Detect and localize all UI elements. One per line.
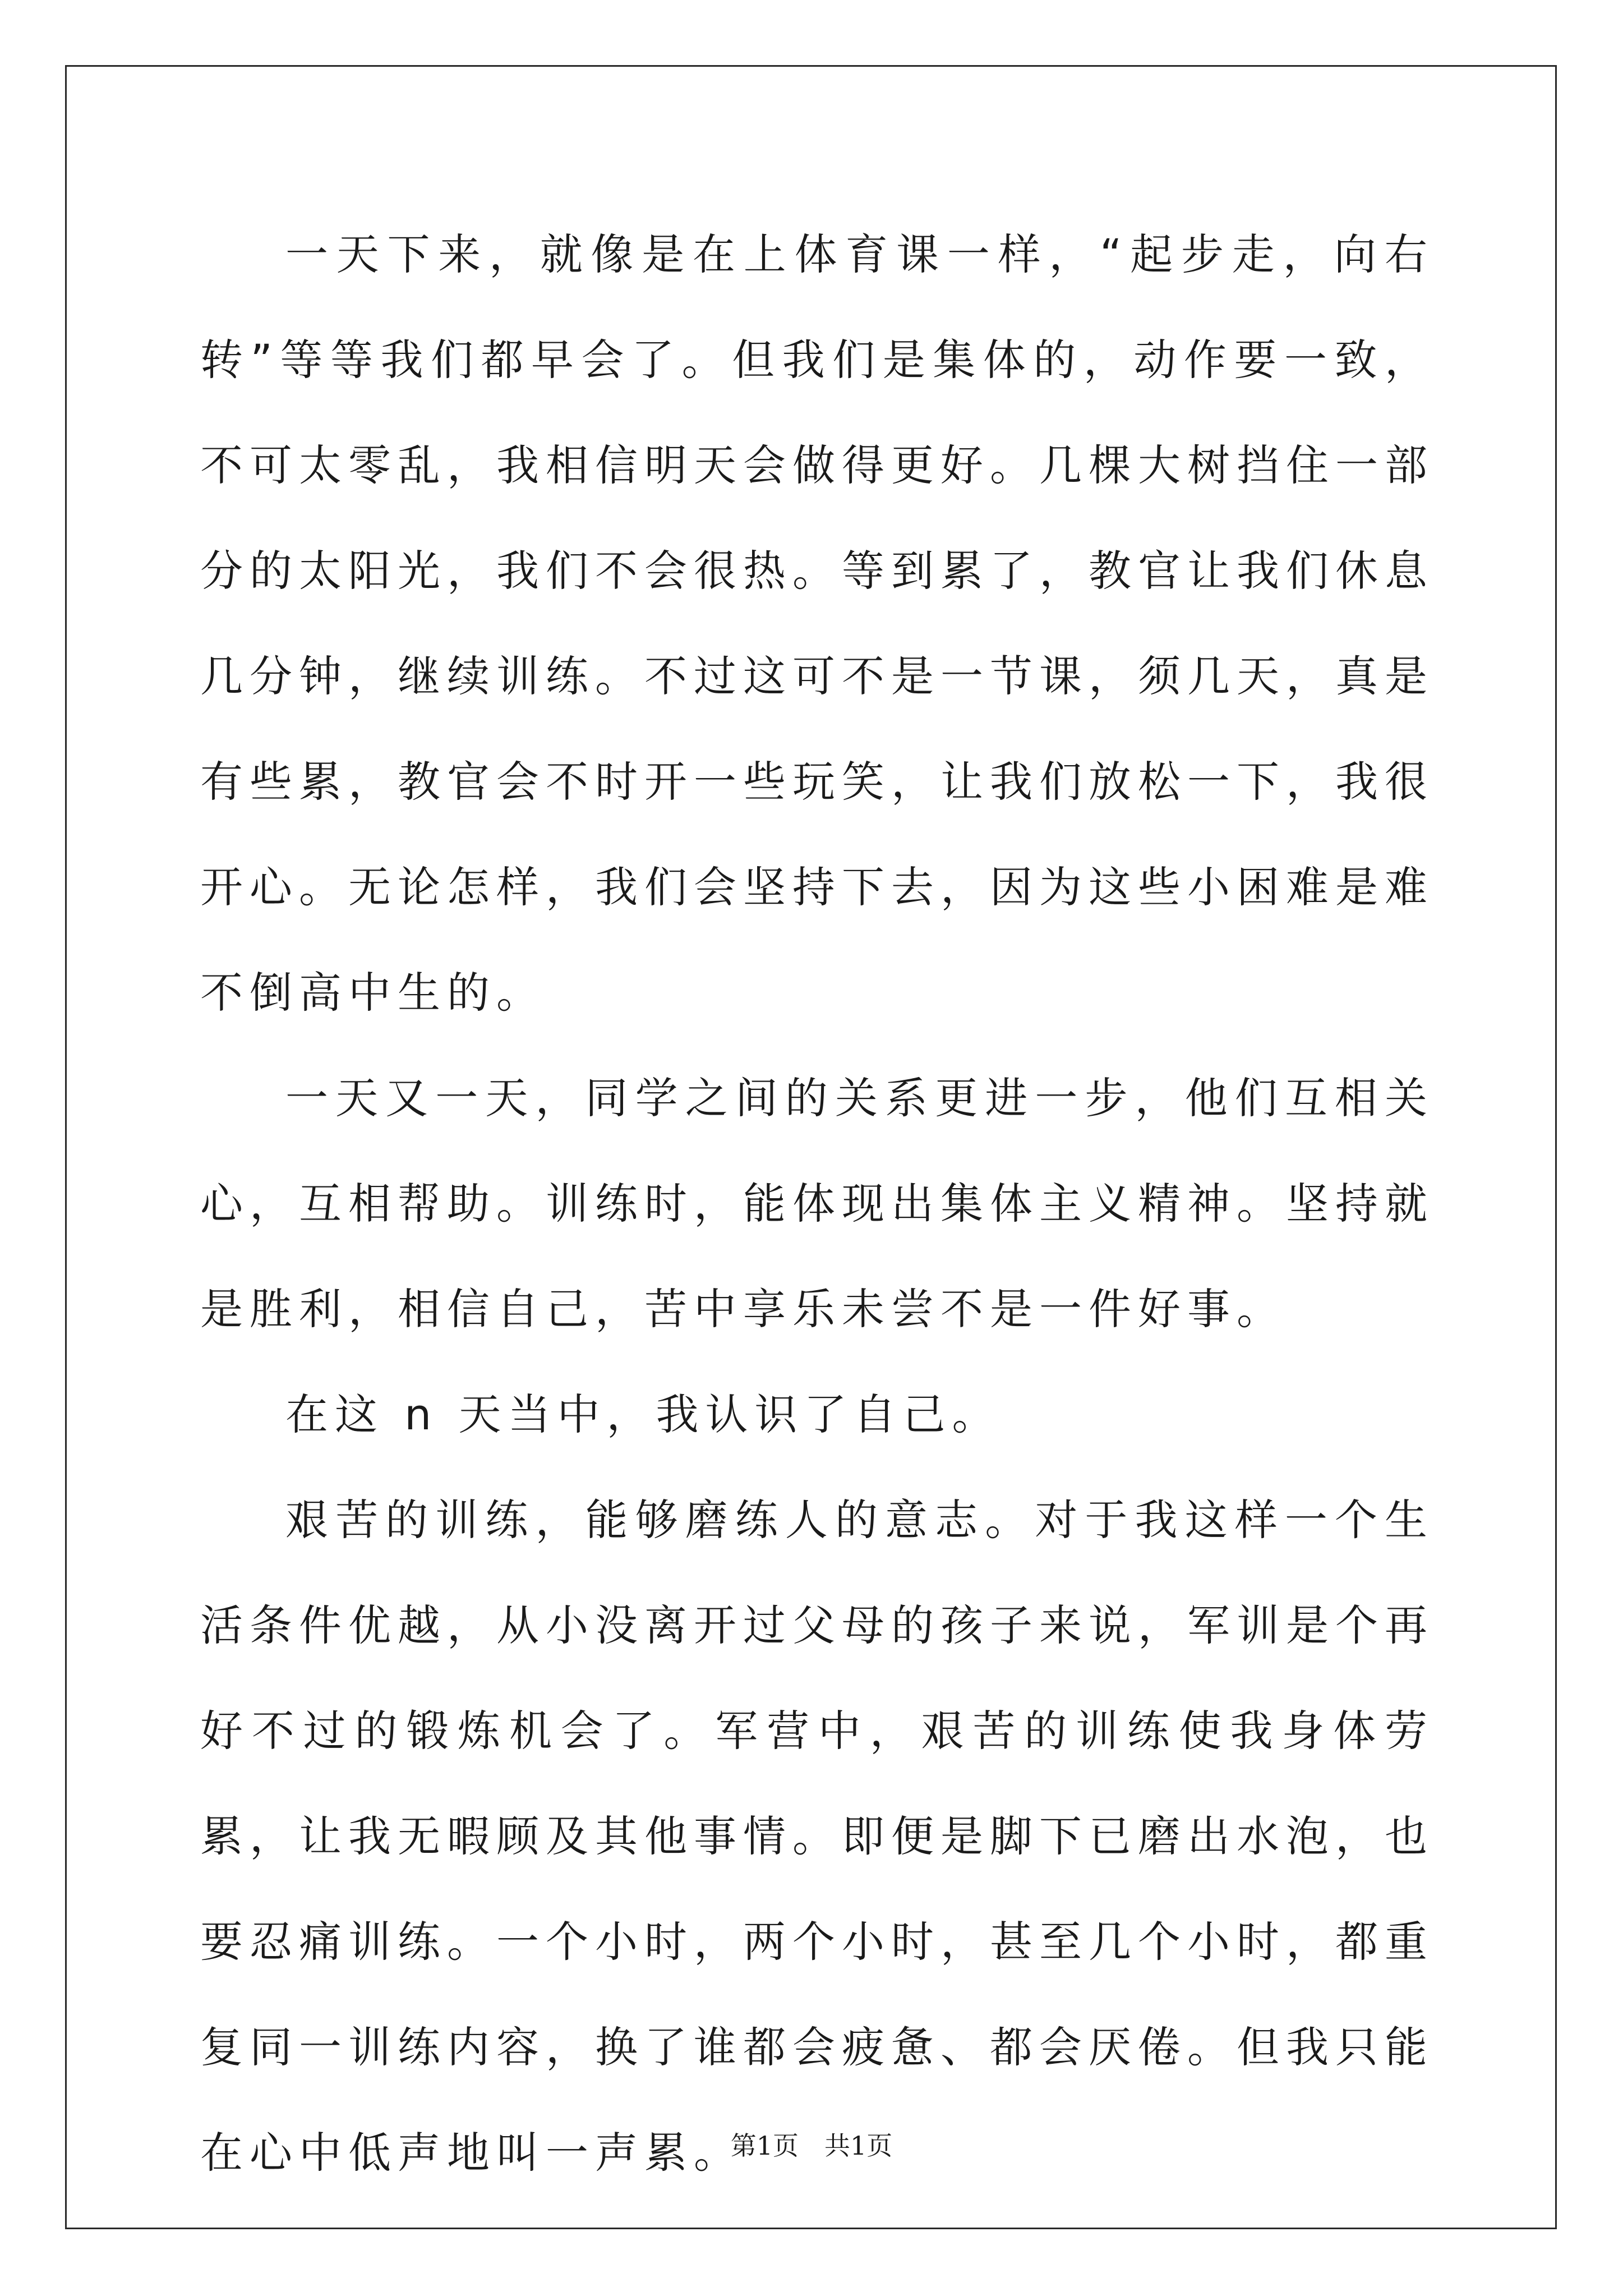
paragraph-2: 一天又一天，同学之间的关系更进一步，他们互相关心，互相帮助。训练时，能体现出集体主义精神。坚持就是胜利，相信自己，苦中享乐未尝不是一件好事。	[200, 1073, 1434, 1334]
paragraph-1: 一天下来，就像是在上体育课一样，“起步走，向右转”等等我们都早会了。但我们是集体的，动作要一致，不可太零乱，我相信明天会做得更好。几棵大树挡住一部分的太阳光，我们不会很热。等到累了，教官让我们休息几分钟，继续训练。不过这可不是一节课，须几天，真是有些累，教官会不时开一些玩笑，让我们放松一下，我很开心。无论怎样，我们会坚持下去，因为这些小困难是难不倒高中生的。	[200, 229, 1434, 1018]
paragraph-4: 艰苦的训练，能够磨练人的意志。对于我这样一个生活条件优越，从小没离开过父母的孩子来说，军训是个再好不过的锻炼机会了。军营中，艰苦的训练使我身体劳累，让我无暇顾及其他事情。即便是脚下已磨出水泡，也要忍痛训练。一个小时，两个小时，甚至几个小时，都重复同一训练内容，换了谁都会疲惫、都会厌倦。但我只能在心中低声地叫一声累。	[200, 1495, 1434, 2178]
page-total: 共1页	[824, 2131, 893, 2161]
paragraph-3: 在这 n 天当中，我认识了自己。	[285, 1389, 1002, 1439]
document-body	[200, 202, 1434, 2206]
page-footer	[0, 2129, 1623, 2162]
page-number: 第1页	[730, 2131, 799, 2161]
